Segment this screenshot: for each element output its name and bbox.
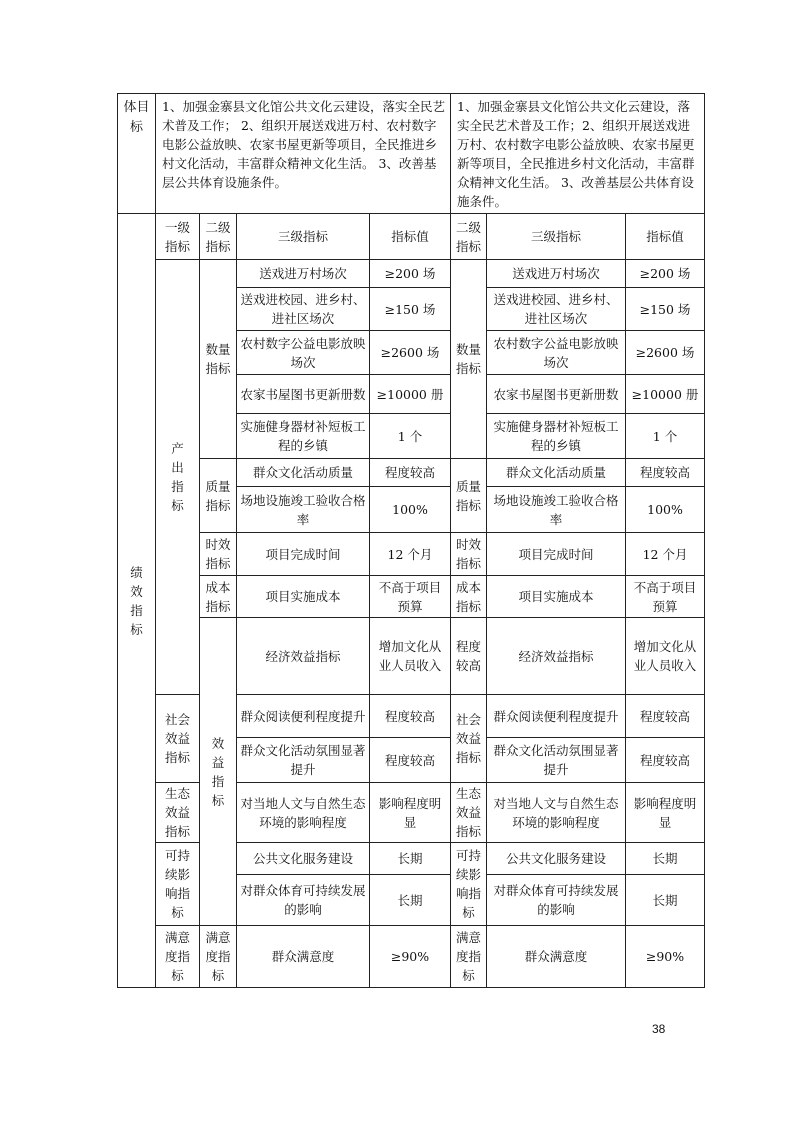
indicator-value: 程度较高 bbox=[451, 618, 487, 695]
indicator: 群众文化活动质量 bbox=[237, 459, 370, 487]
indicator-value: 长期 bbox=[626, 875, 705, 926]
goal-label: 体目标 bbox=[118, 94, 156, 214]
satisfaction-l2-label-b: 满意度指标 bbox=[451, 926, 487, 988]
page-number: 38 bbox=[652, 1022, 666, 1036]
performance-goal-table bbox=[117, 93, 705, 988]
indicator-value: 12 个月 bbox=[626, 533, 705, 576]
indicator-value: 1 个 bbox=[626, 414, 705, 459]
indicator: 实施健身器材补短板工程的乡镇 bbox=[237, 414, 370, 459]
indicator-value: 影响程度明显 bbox=[370, 783, 451, 843]
indicator-value: ≥10000 册 bbox=[370, 375, 451, 414]
indicator: 场地设施竣工验收合格率 bbox=[237, 487, 370, 533]
satisfaction-label: 满意度指标 bbox=[156, 926, 200, 988]
indicator-value: 程度较高 bbox=[370, 695, 451, 738]
indicator: 增加文化从业人员收入 bbox=[626, 618, 705, 695]
indicator: 公共文化服务建设 bbox=[237, 843, 370, 875]
benefit-label: 效益指标 bbox=[200, 618, 237, 926]
timeliness-label-b: 时效指标 bbox=[451, 533, 487, 576]
indicator-value: ≥200 场 bbox=[626, 260, 705, 288]
indicator-value: 1 个 bbox=[370, 414, 451, 459]
goal-text-col1: 1、加强金寨县文化馆公共文化云建设，落实全民艺术普及工作； 2、组织开展送戏进万村、农村数字电影公益放映、农家书屋更新等项目，全民推进乡村文化活动，丰富群众精神文化生活。 3、改善基层公共体育设施条件。 bbox=[156, 94, 451, 214]
indicator-value: 长期 bbox=[626, 843, 705, 875]
indicator-value: 程度较高 bbox=[370, 738, 451, 783]
satisfaction-l2-label: 满意度指标 bbox=[200, 926, 237, 988]
ecological-label-b: 生态效益指标 bbox=[451, 783, 487, 843]
header-l3b: 三级指标 bbox=[487, 214, 626, 260]
indicator-value: ≥2600 场 bbox=[626, 331, 705, 375]
indicator: 群众文化活动氛围显著提升 bbox=[487, 738, 626, 783]
cost-label-b: 成本指标 bbox=[451, 576, 487, 618]
indicator: 群众文化活动氛围显著提升 bbox=[237, 738, 370, 783]
indicator-value: ≥150 场 bbox=[370, 288, 451, 331]
indicator-value: 不高于项目预算 bbox=[370, 576, 451, 618]
quantity-label: 数量指标 bbox=[200, 260, 237, 459]
economic-label: 经济效益指标 bbox=[237, 618, 370, 695]
indicator: 增加文化从业人员收入 bbox=[370, 618, 451, 695]
indicator: 项目完成时间 bbox=[487, 533, 626, 576]
indicator-value: 程度较高 bbox=[626, 459, 705, 487]
header-value: 指标值 bbox=[370, 214, 451, 260]
header-l1: 一级指标 bbox=[156, 214, 200, 260]
timeliness-label: 时效指标 bbox=[200, 533, 237, 576]
perf-label: 绩效指标 bbox=[118, 214, 156, 988]
header-l2: 二级指标 bbox=[200, 214, 237, 260]
indicator: 场地设施竣工验收合格率 bbox=[487, 487, 626, 533]
output-label: 产出指标 bbox=[156, 260, 200, 695]
quality-label: 质量指标 bbox=[200, 459, 237, 533]
indicator-value: ≥200 场 bbox=[370, 260, 451, 288]
header-l2b: 二级指标 bbox=[451, 214, 487, 260]
indicator: 群众阅读便利程度提升 bbox=[487, 695, 626, 738]
indicator: 农家书屋图书更新册数 bbox=[487, 375, 626, 414]
indicator: 农村数字公益电影放映场次 bbox=[487, 331, 626, 375]
indicator: 群众阅读便利程度提升 bbox=[237, 695, 370, 738]
goal-text-col2: 1、加强金寨县文化馆公共文化云建设，落实全民艺术普及工作；2、组织开展送戏进万村、农村数字电影公益放映、农家书屋更新等项目，全民推进乡村文化活动，丰富群众精神文化生活。 3、改善基层公共体育设施条件。 bbox=[451, 94, 705, 214]
indicator-value: 不高于项目预算 bbox=[626, 576, 705, 618]
indicator-value: 100% bbox=[626, 487, 705, 533]
indicator: 送戏进校园、进乡村、进社区场次 bbox=[237, 288, 370, 331]
header-l3: 三级指标 bbox=[237, 214, 370, 260]
indicator-value: 长期 bbox=[370, 875, 451, 926]
indicator: 农村数字公益电影放映场次 bbox=[237, 331, 370, 375]
indicator: 对当地人文与自然生态环境的影响程度 bbox=[237, 783, 370, 843]
indicator: 对群众体育可持续发展的影响 bbox=[487, 875, 626, 926]
indicator: 公共文化服务建设 bbox=[487, 843, 626, 875]
indicator-value: 程度较高 bbox=[626, 738, 705, 783]
indicator-value: 影响程度明显 bbox=[626, 783, 705, 843]
social-label: 社会效益指标 bbox=[156, 695, 200, 783]
indicator: 送戏进万村场次 bbox=[237, 260, 370, 288]
indicator: 送戏进校园、进乡村、进社区场次 bbox=[487, 288, 626, 331]
ecological-label: 生态效益指标 bbox=[156, 783, 200, 843]
indicator: 项目实施成本 bbox=[237, 576, 370, 618]
indicator-value: ≥150 场 bbox=[626, 288, 705, 331]
social-label-b: 社会效益指标 bbox=[451, 695, 487, 783]
indicator-value: ≥90% bbox=[370, 926, 451, 988]
indicator: 对群众体育可持续发展的影响 bbox=[237, 875, 370, 926]
indicator: 项目完成时间 bbox=[237, 533, 370, 576]
indicator-value: 程度较高 bbox=[626, 695, 705, 738]
indicator-value: ≥10000 册 bbox=[626, 375, 705, 414]
indicator-value: ≥90% bbox=[626, 926, 705, 988]
quality-label-b: 质量指标 bbox=[451, 459, 487, 533]
indicator: 群众文化活动质量 bbox=[487, 459, 626, 487]
indicator-value: 12 个月 bbox=[370, 533, 451, 576]
indicator-value: ≥2600 场 bbox=[370, 331, 451, 375]
indicator: 群众满意度 bbox=[487, 926, 626, 988]
indicator: 群众满意度 bbox=[237, 926, 370, 988]
indicator: 送戏进万村场次 bbox=[487, 260, 626, 288]
header-valueb: 指标值 bbox=[626, 214, 705, 260]
indicator: 项目实施成本 bbox=[487, 576, 626, 618]
indicator-value: 100% bbox=[370, 487, 451, 533]
indicator: 对当地人文与自然生态环境的影响程度 bbox=[487, 783, 626, 843]
sustainable-label-b: 可持续影响指标 bbox=[451, 843, 487, 926]
indicator-value: 长期 bbox=[370, 843, 451, 875]
indicator-value: 程度较高 bbox=[370, 459, 451, 487]
indicator: 实施健身器材补短板工程的乡镇 bbox=[487, 414, 626, 459]
economic-label-b: 经济效益指标 bbox=[487, 618, 626, 695]
cost-label: 成本指标 bbox=[200, 576, 237, 618]
sustainable-label: 可持续影响指标 bbox=[156, 843, 200, 926]
indicator: 农家书屋图书更新册数 bbox=[237, 375, 370, 414]
quantity-label-b: 数量指标 bbox=[451, 260, 487, 459]
